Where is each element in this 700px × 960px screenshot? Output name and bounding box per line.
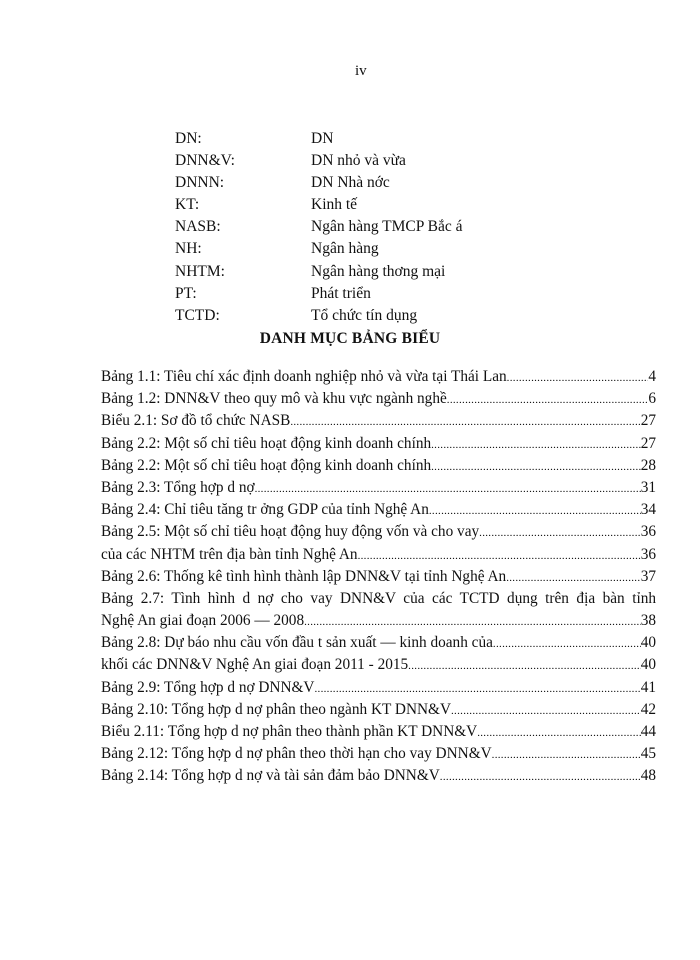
abbreviation-term: DNNN: bbox=[175, 174, 225, 192]
toc-entry-title: Bảng 2.5: Một số chỉ tiêu hoạt động huy động vốn và cho vay bbox=[101, 523, 480, 541]
dot-leader bbox=[255, 478, 641, 499]
toc-entry[interactable] bbox=[101, 521, 656, 543]
abbreviation-term: NASB: bbox=[175, 218, 221, 236]
toc-entry-title: Bảng 2.2: Một số chỉ tiêu hoạt động kinh doanh chính bbox=[101, 434, 432, 452]
toc-entry[interactable] bbox=[101, 388, 656, 410]
dot-leader bbox=[477, 722, 641, 743]
toc-entry[interactable] bbox=[101, 765, 656, 787]
dot-leader bbox=[479, 522, 641, 543]
toc-entry[interactable] bbox=[101, 588, 656, 610]
abbreviation-definition: DN Nhà nớc bbox=[311, 174, 390, 192]
page-number: iv bbox=[355, 63, 367, 79]
abbreviation-definition: Kinh tế bbox=[311, 196, 358, 214]
dot-leader bbox=[408, 655, 641, 676]
dot-leader bbox=[451, 700, 641, 721]
toc-entry-title: Bảng 2.14: Tổng hợp d nợ và tài sản đảm bảo DNN&V bbox=[101, 767, 440, 785]
abbreviation-term: DNN&V: bbox=[175, 152, 235, 170]
toc-entry-page: 28 bbox=[640, 456, 656, 474]
toc-entry-continuation[interactable] bbox=[101, 610, 656, 632]
toc-entry-page: 6 bbox=[648, 390, 656, 408]
dot-leader bbox=[304, 611, 641, 632]
toc-entry-title: Bảng 1.1: Tiêu chí xác định doanh nghiệp nhỏ và vừa tại Thái Lan bbox=[101, 368, 507, 385]
dot-leader bbox=[507, 367, 649, 388]
dot-leader bbox=[290, 411, 640, 432]
toc-entry-title: Bảng 2.7: Tình hình d nợ cho vay DNN&V của các TCTD dụng trên địa bàn tỉnh bbox=[101, 589, 656, 607]
dot-leader bbox=[447, 389, 649, 410]
dot-leader bbox=[314, 678, 640, 699]
abbreviation-definition: DN nhỏ và vừa bbox=[311, 152, 406, 170]
abbreviation-term: NHTM: bbox=[175, 262, 225, 280]
dot-leader bbox=[492, 744, 641, 765]
section-title: DANH MỤC BẢNG BIỂU bbox=[259, 330, 441, 347]
toc-entry-title: Bảng 2.6: Thống kê tình hình thành lập DNN&V tại tỉnh Nghệ An bbox=[101, 567, 507, 585]
toc-entry-page: 38 bbox=[640, 612, 656, 630]
toc-entry-continuation[interactable] bbox=[101, 654, 656, 676]
dot-leader bbox=[440, 766, 641, 787]
toc-entry-page: 45 bbox=[640, 745, 656, 763]
toc-entry-title: Bảng 2.4: Chỉ tiêu tăng tr ởng GDP của tỉnh Nghệ An bbox=[101, 501, 429, 519]
toc-entry[interactable] bbox=[101, 433, 656, 455]
toc-entry-title: Bảng 2.9: Tổng hợp d nợ DNN&V bbox=[101, 678, 315, 696]
toc-entry[interactable] bbox=[101, 699, 656, 721]
dot-leader bbox=[431, 434, 641, 455]
toc-entry-page: 41 bbox=[640, 678, 656, 696]
toc-entry-title: Bảng 2.2: Một số chỉ tiêu hoạt động kinh doanh chính bbox=[101, 456, 432, 474]
toc-entry[interactable] bbox=[101, 410, 656, 432]
toc-entry-title: Bảng 2.3: Tổng hợp d nợ bbox=[101, 478, 255, 496]
toc-entry-page: 42 bbox=[640, 700, 656, 718]
toc-entry[interactable] bbox=[101, 677, 656, 699]
abbreviation-definition: Ngân hàng TMCP Bắc á bbox=[311, 218, 463, 236]
toc-entry-title: Bảng 2.10: Tổng hợp d nợ phân theo ngành KT DNN&V bbox=[101, 700, 451, 718]
toc-entry[interactable] bbox=[101, 366, 656, 388]
toc-entry[interactable] bbox=[101, 455, 656, 477]
dot-leader bbox=[429, 500, 641, 521]
abbreviation-term: DN: bbox=[175, 130, 202, 147]
toc-entry-page: 40 bbox=[640, 656, 656, 674]
toc-entry-page: 27 bbox=[640, 434, 656, 452]
toc-entry-title: Biểu 2.1: Sơ đồ tổ chức NASB bbox=[101, 412, 291, 430]
toc-entry-page: 31 bbox=[640, 478, 656, 496]
abbreviation-definition: Tổ chức tín dụng bbox=[311, 306, 418, 324]
dot-leader bbox=[358, 545, 641, 566]
abbreviation-definition: Phát triển bbox=[311, 284, 371, 302]
abbreviation-term: TCTD: bbox=[175, 306, 220, 324]
table-of-contents bbox=[101, 366, 656, 788]
toc-entry[interactable] bbox=[101, 721, 656, 743]
toc-entry-page: 36 bbox=[640, 545, 656, 563]
toc-entry-page: 34 bbox=[640, 501, 656, 519]
dot-leader bbox=[506, 567, 641, 588]
toc-entry-title: Bảng 2.12: Tổng hợp d nợ phân theo thời hạn cho vay DNN&V bbox=[101, 745, 492, 763]
toc-entry[interactable] bbox=[101, 477, 656, 499]
dot-leader bbox=[431, 456, 641, 477]
abbreviation-term: PT: bbox=[175, 284, 197, 302]
abbreviation-term: NH: bbox=[175, 240, 202, 258]
toc-entry-page: 40 bbox=[640, 634, 656, 652]
toc-entry[interactable] bbox=[101, 566, 656, 588]
abbreviation-definition: DN bbox=[311, 130, 334, 147]
dot-leader bbox=[493, 633, 641, 654]
toc-entry[interactable] bbox=[101, 499, 656, 521]
toc-entry-page: 37 bbox=[640, 567, 656, 585]
abbreviation-definition: Ngân hàng thơng mại bbox=[311, 262, 446, 280]
toc-entry[interactable] bbox=[101, 632, 656, 654]
toc-entry-page: 36 bbox=[640, 523, 656, 541]
toc-entry-title: Biểu 2.11: Tổng hợp d nợ phân theo thành phần KT DNN&V bbox=[101, 723, 478, 740]
toc-entry-title: Bảng 1.2: DNN&V theo quy mô và khu vực ngành nghề bbox=[101, 390, 447, 408]
toc-entry-title: của các NHTM trên địa bàn tỉnh Nghệ An bbox=[101, 545, 358, 563]
toc-entry-page: 48 bbox=[640, 767, 656, 785]
toc-entry-page: 44 bbox=[640, 723, 656, 740]
toc-entry[interactable] bbox=[101, 544, 656, 566]
toc-entry-title: khối các DNN&V Nghệ An giai đoạn 2011 - 2015 bbox=[101, 656, 409, 674]
toc-entry[interactable] bbox=[101, 743, 656, 765]
abbreviation-term: KT: bbox=[175, 196, 200, 214]
toc-entry-title: Bảng 2.8: Dự báo nhu cầu vốn đầu t sản xuất — kinh doanh của bbox=[101, 634, 493, 652]
toc-entry-page: 27 bbox=[640, 412, 656, 430]
abbreviation-definition: Ngân hàng bbox=[311, 240, 379, 258]
toc-entry-page: 4 bbox=[648, 368, 656, 385]
toc-entry-title: Nghệ An giai đoạn 2006 — 2008 bbox=[101, 612, 305, 630]
